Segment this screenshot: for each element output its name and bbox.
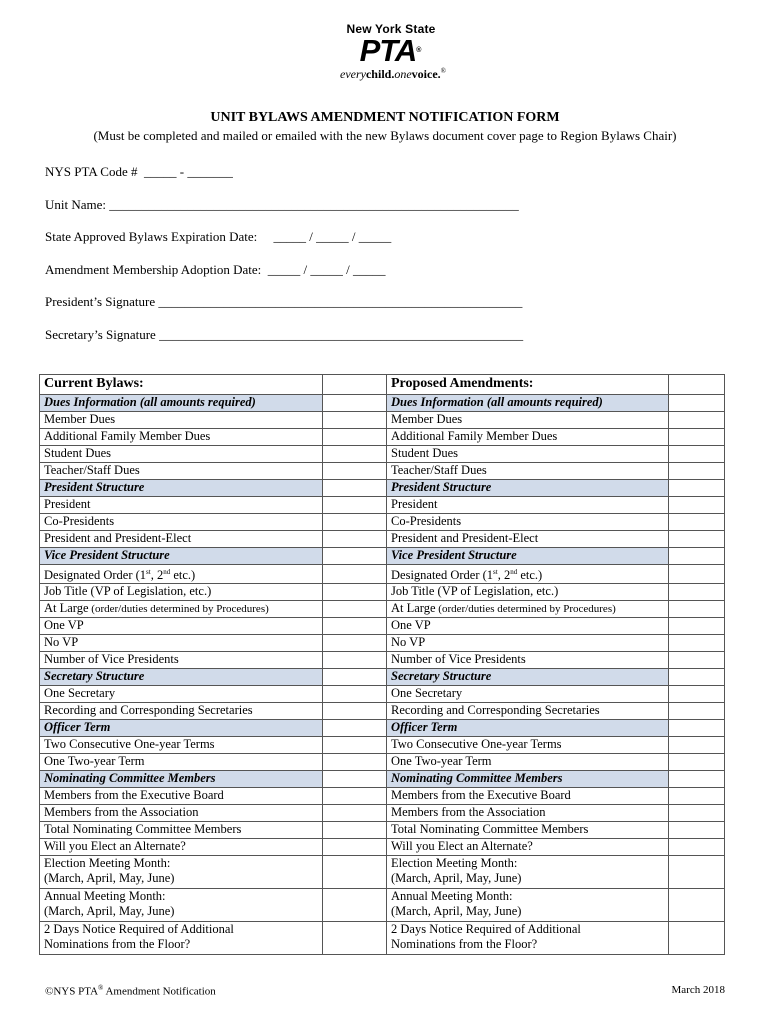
section-spacer [669, 720, 725, 737]
month-options: (March, April, May, June) [391, 871, 522, 886]
proposed-value-cell[interactable] [669, 565, 725, 584]
row-label: Total Nominating Committee Members [40, 822, 323, 839]
table-row [40, 463, 725, 480]
row-label: Co-Presidents [387, 514, 669, 531]
ordinal-suffix: st [146, 568, 151, 576]
row-label: Teacher/Staff Dues [387, 463, 669, 480]
current-value-cell[interactable] [323, 584, 387, 601]
row-label: No VP [40, 635, 323, 652]
proposed-value-cell[interactable] [669, 686, 725, 703]
footer-date: March 2018 [671, 984, 725, 996]
row-label: Members from the Executive Board [40, 788, 323, 805]
table-header-row [40, 375, 725, 395]
section-label: Nominating Committee Members [40, 771, 323, 788]
row-label: Members from the Association [387, 805, 669, 822]
row-label: Recording and Corresponding Secretaries [40, 703, 323, 720]
section-spacer [323, 720, 387, 737]
section-row [40, 395, 725, 412]
row-label: One Secretary [40, 686, 323, 703]
row-label: Job Title (VP of Legislation, etc.) [387, 584, 669, 601]
table-row [40, 805, 725, 822]
proposed-value-cell[interactable] [669, 618, 725, 635]
row-label: President and President-Elect [387, 531, 669, 548]
table-row [40, 754, 725, 771]
current-value-cell[interactable] [323, 412, 387, 429]
current-value-cell[interactable] [323, 497, 387, 514]
current-value-cell[interactable] [323, 754, 387, 771]
proposed-value-cell[interactable] [669, 635, 725, 652]
at-large-note: (order/duties determined by Procedures) [435, 603, 616, 616]
registered-mark-icon: ® [416, 47, 421, 54]
section-label: Officer Term [387, 720, 669, 737]
row-label: Will you Elect an Alternate? [387, 839, 669, 856]
table-row [40, 856, 725, 889]
proposed-value-cell[interactable] [669, 531, 725, 548]
proposed-value-cell[interactable] [669, 463, 725, 480]
table-row [40, 703, 725, 720]
row-label: One Secretary [387, 686, 669, 703]
bylaws-table [39, 374, 725, 955]
designated-order-text: Designated Order (1 [44, 568, 147, 583]
current-bylaws-header: Current Bylaws: [40, 375, 323, 395]
logo-pta-word: PTA [359, 33, 417, 68]
row-label: President [387, 497, 669, 514]
row-label: Number of Vice Presidents [40, 652, 323, 669]
table-row [40, 601, 725, 618]
current-value-cell[interactable] [323, 514, 387, 531]
unit-name-field[interactable]: Unit Name: _______________________________________________________________ [45, 197, 519, 212]
month-options: (March, April, May, June) [391, 904, 522, 919]
section-label: Dues Information (all amounts required) [387, 395, 669, 412]
row-label: Total Nominating Committee Members [387, 822, 669, 839]
section-label: Dues Information (all amounts required) [40, 395, 323, 412]
row-label: Member Dues [387, 412, 669, 429]
table-row [40, 652, 725, 669]
current-value-cell[interactable] [323, 635, 387, 652]
row-label [387, 856, 669, 889]
row-label: Additional Family Member Dues [40, 429, 323, 446]
current-value-cell[interactable] [323, 463, 387, 480]
table-row [40, 584, 725, 601]
section-label: Officer Term [40, 720, 323, 737]
current-value-cell[interactable] [323, 805, 387, 822]
table-row [40, 635, 725, 652]
tagline-voice: voice. [411, 67, 441, 81]
secretary-signature-field[interactable]: Secretary’s Signature ________________________________________________________ [45, 327, 524, 342]
registered-mark-icon: ® [440, 67, 446, 75]
proposed-value-cell[interactable] [669, 497, 725, 514]
row-label [40, 565, 323, 584]
row-label: President [40, 497, 323, 514]
proposed-value-cell[interactable] [669, 584, 725, 601]
row-label: One VP [387, 618, 669, 635]
logo-state-text: New York State [346, 22, 436, 36]
proposed-value-cell[interactable] [669, 652, 725, 669]
ordinal-suffix: nd [163, 568, 171, 576]
row-label: Two Consecutive One-year Terms [387, 737, 669, 754]
row-label: One Two-year Term [40, 754, 323, 771]
logo-pta-text [10, 33, 770, 68]
nys-pta-logo [0, 22, 770, 82]
row-label: Additional Family Member Dues [387, 429, 669, 446]
row-label [40, 922, 323, 955]
row-label: Will you Elect an Alternate? [40, 839, 323, 856]
row-label: Member Dues [40, 412, 323, 429]
annual-month-label: Annual Meeting Month: [391, 889, 513, 904]
designated-order-text: , 2 [497, 568, 511, 583]
row-label [387, 889, 669, 922]
section-spacer [669, 395, 725, 412]
section-label: Secretary Structure [387, 669, 669, 686]
row-label [40, 889, 323, 922]
notice-label-cont: Nominations from the Floor? [44, 937, 191, 952]
table-row [40, 839, 725, 856]
row-label: Members from the Executive Board [387, 788, 669, 805]
current-value-cell[interactable] [323, 601, 387, 618]
proposed-value-cell[interactable] [669, 412, 725, 429]
expiration-date-field[interactable]: State Approved Bylaws Expiration Date: _____ / _____ / _____ [45, 229, 392, 244]
row-label [387, 565, 669, 584]
current-value-cell[interactable] [323, 446, 387, 463]
table-row [40, 889, 725, 922]
section-label: Vice President Structure [387, 548, 669, 565]
proposed-value-cell[interactable] [669, 375, 725, 395]
election-month-label: Election Meeting Month: [391, 856, 518, 871]
proposed-value-cell[interactable] [669, 737, 725, 754]
annual-month-label: Annual Meeting Month: [44, 889, 166, 904]
footer-copyright-suffix: Amendment Notification [103, 985, 216, 998]
row-label: Student Dues [387, 446, 669, 463]
proposed-value-cell[interactable] [669, 856, 725, 889]
row-label: One Two-year Term [387, 754, 669, 771]
row-label: Job Title (VP of Legislation, etc.) [40, 584, 323, 601]
notice-label: 2 Days Notice Required of Additional [44, 922, 234, 937]
proposed-amendments-header: Proposed Amendments: [387, 375, 669, 395]
designated-order-text: etc.) [517, 568, 543, 583]
section-spacer [323, 480, 387, 497]
section-spacer [669, 771, 725, 788]
table-row [40, 788, 725, 805]
month-options: (March, April, May, June) [44, 871, 175, 886]
current-value-cell[interactable] [323, 889, 387, 922]
at-large-note: (order/duties determined by Procedures) [88, 603, 269, 616]
row-label: Two Consecutive One-year Terms [40, 737, 323, 754]
tagline-child: child. [365, 67, 395, 81]
section-row [40, 771, 725, 788]
section-row [40, 548, 725, 565]
month-options: (March, April, May, June) [44, 904, 175, 919]
notice-label-cont: Nominations from the Floor? [391, 937, 538, 952]
designated-order-text: , 2 [150, 568, 164, 583]
table-row [40, 446, 725, 463]
row-label: One VP [40, 618, 323, 635]
proposed-value-cell[interactable] [669, 446, 725, 463]
tagline-every: every [340, 67, 366, 81]
proposed-value-cell[interactable] [669, 889, 725, 922]
current-value-cell[interactable] [323, 856, 387, 889]
section-spacer [323, 395, 387, 412]
row-label: Teacher/Staff Dues [40, 463, 323, 480]
table-row [40, 922, 725, 955]
section-spacer [323, 771, 387, 788]
proposed-value-cell[interactable] [669, 601, 725, 618]
at-large-text: At Large [44, 601, 89, 616]
ordinal-suffix: st [493, 568, 498, 576]
current-value-cell[interactable] [323, 375, 387, 395]
table-row [40, 822, 725, 839]
current-value-cell[interactable] [323, 822, 387, 839]
proposed-value-cell[interactable] [669, 822, 725, 839]
proposed-value-cell[interactable] [669, 839, 725, 856]
proposed-value-cell[interactable] [669, 703, 725, 720]
current-value-cell[interactable] [323, 839, 387, 856]
proposed-value-cell[interactable] [669, 429, 725, 446]
current-value-cell[interactable] [323, 531, 387, 548]
ordinal-suffix: nd [510, 568, 518, 576]
row-label: Number of Vice Presidents [387, 652, 669, 669]
logo-tagline [16, 67, 770, 82]
section-label: Vice President Structure [40, 548, 323, 565]
current-value-cell[interactable] [323, 737, 387, 754]
section-label: Nominating Committee Members [387, 771, 669, 788]
proposed-value-cell[interactable] [669, 922, 725, 955]
proposed-value-cell[interactable] [669, 805, 725, 822]
section-label: Secretary Structure [40, 669, 323, 686]
row-label: Members from the Association [40, 805, 323, 822]
table-row [40, 686, 725, 703]
proposed-value-cell[interactable] [669, 788, 725, 805]
table-row [40, 514, 725, 531]
proposed-value-cell[interactable] [669, 514, 725, 531]
table-row [40, 429, 725, 446]
section-spacer [323, 669, 387, 686]
footer-copyright [45, 984, 216, 998]
form-subtitle: (Must be completed and mailed or emailed with the new Bylaws document cover page to Region Bylaws Chair) [93, 128, 677, 143]
current-value-cell[interactable] [323, 565, 387, 584]
tagline-one: one [394, 67, 412, 81]
section-label: President Structure [40, 480, 323, 497]
row-label: Co-Presidents [40, 514, 323, 531]
footer-copyright-text: ©NYS PTA [45, 985, 99, 998]
row-label: Recording and Corresponding Secretaries [387, 703, 669, 720]
designated-order-text: etc.) [170, 568, 196, 583]
row-label: Student Dues [40, 446, 323, 463]
adoption-date-field[interactable]: Amendment Membership Adoption Date: _____ / _____ / _____ [45, 262, 386, 277]
section-row [40, 480, 725, 497]
table-row [40, 531, 725, 548]
row-label [387, 601, 669, 618]
form-title: UNIT BYLAWS AMENDMENT NOTIFICATION FORM [210, 110, 560, 125]
section-spacer [323, 548, 387, 565]
row-label: No VP [387, 635, 669, 652]
section-spacer [669, 480, 725, 497]
registered-mark-icon: ® [98, 984, 104, 992]
notice-label: 2 Days Notice Required of Additional [391, 922, 581, 937]
current-value-cell[interactable] [323, 686, 387, 703]
current-value-cell[interactable] [323, 788, 387, 805]
proposed-value-cell[interactable] [669, 754, 725, 771]
section-label: President Structure [387, 480, 669, 497]
section-row [40, 720, 725, 737]
designated-order-text: Designated Order (1 [391, 568, 494, 583]
current-value-cell[interactable] [323, 922, 387, 955]
election-month-label: Election Meeting Month: [44, 856, 171, 871]
table-row [40, 497, 725, 514]
pta-code-field[interactable]: NYS PTA Code # _____ - _______ [45, 164, 233, 179]
row-label [40, 856, 323, 889]
president-signature-field[interactable]: President’s Signature ________________________________________________________ [45, 294, 523, 309]
table-row [40, 737, 725, 754]
section-row [40, 669, 725, 686]
current-value-cell[interactable] [323, 703, 387, 720]
table-row [40, 412, 725, 429]
current-value-cell[interactable] [323, 429, 387, 446]
table-row [40, 565, 725, 584]
current-value-cell[interactable] [323, 652, 387, 669]
section-spacer [669, 548, 725, 565]
row-label [387, 922, 669, 955]
section-spacer [669, 669, 725, 686]
at-large-text: At Large [391, 601, 436, 616]
row-label: President and President-Elect [40, 531, 323, 548]
table-row [40, 618, 725, 635]
row-label [40, 601, 323, 618]
current-value-cell[interactable] [323, 618, 387, 635]
